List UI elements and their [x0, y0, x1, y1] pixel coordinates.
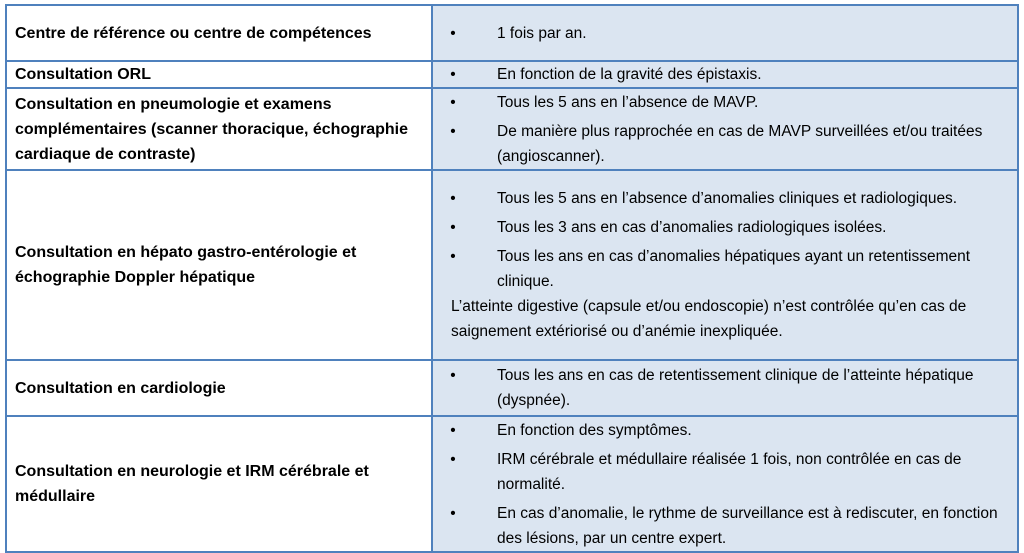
item-text: Tous les ans en cas de retentissement clinique de l’atteinte hépatique (dyspnée).: [497, 367, 974, 409]
row-content: [432, 88, 1018, 170]
item-text: De manière plus rapprochée en cas de MAVP surveillées et/ou traitées (angioscanner).: [497, 122, 983, 165]
bullet-icon: •: [450, 24, 456, 42]
bullet-icon: •: [450, 504, 456, 522]
table-row: [6, 5, 1018, 61]
list-item: [443, 186, 1007, 211]
bullet-list: [443, 62, 1007, 87]
table-row: [6, 88, 1018, 170]
row-content: [432, 360, 1018, 416]
table-row: [6, 360, 1018, 416]
row-label: Consultation en cardiologie: [6, 360, 432, 416]
list-item: [443, 418, 1007, 443]
bullet-list: [443, 186, 1007, 294]
row-content: [432, 61, 1018, 88]
bullet-list: [443, 418, 1007, 551]
item-text: Tous les ans en cas d’anomalies hépatiques ayant un retentissement clinique.: [497, 248, 971, 290]
table-row: [6, 170, 1018, 360]
row-label: Consultation en pneumologie et examens complémentaires (scanner thoracique, échographie cardiaque de contraste): [6, 88, 432, 170]
item-text: Tous les 5 ans en l’absence d’anomalies cliniques et radiologiques.: [497, 190, 958, 207]
list-item: [443, 21, 1007, 46]
item-text: En fonction de la gravité des épistaxis.: [497, 66, 762, 83]
bullet-list: [443, 363, 1007, 413]
bullet-icon: •: [450, 450, 456, 468]
bullet-icon: •: [450, 93, 456, 111]
bullet-icon: •: [450, 421, 456, 439]
bullet-icon: •: [450, 219, 456, 236]
table-row: [6, 416, 1018, 552]
item-text: IRM cérébrale et médullaire réalisée 1 fois, non contrôlée en cas de normalité.: [497, 450, 962, 493]
bullet-list: [443, 90, 1007, 169]
row-label: Consultation ORL: [6, 61, 432, 88]
row-label: Consultation en hépato gastro-entérologie et échographie Doppler hépatique: [6, 170, 432, 360]
list-item: [443, 62, 1007, 87]
row-label: Consultation en neurologie et IRM cérébrale et médullaire: [6, 416, 432, 552]
list-item: [443, 501, 1007, 551]
bullet-icon: •: [450, 190, 456, 207]
bullet-list: [443, 21, 1007, 46]
item-text: Tous les 5 ans en l’absence de MAVP.: [497, 93, 759, 111]
item-text: En cas d’anomalie, le rythme de surveillance est à rediscuter, en fonction des lésions, par un centre expert.: [497, 504, 998, 547]
list-item: [443, 215, 1007, 240]
list-item: [443, 363, 1007, 413]
bullet-icon: •: [450, 122, 456, 140]
row-content: [432, 416, 1018, 552]
note-text: L’atteinte digestive (capsule et/ou endoscopie) n’est contrôlée qu’en cas de saignement extériorisé ou d’anémie inexpliquée.: [451, 298, 967, 340]
list-item: [443, 447, 1007, 497]
item-text: Tous les 3 ans en cas d’anomalies radiologiques isolées.: [497, 219, 887, 236]
bullet-icon: •: [450, 66, 456, 83]
item-text: 1 fois par an.: [497, 24, 587, 42]
list-item: [443, 119, 1007, 169]
row-label: Centre de référence ou centre de compétences: [6, 5, 432, 61]
item-text: En fonction des symptômes.: [497, 421, 692, 439]
bullet-icon: •: [450, 248, 456, 265]
row-content: [432, 5, 1018, 61]
bullet-icon: •: [450, 367, 456, 384]
table-row: [6, 61, 1018, 88]
follow-up-table: [5, 4, 1019, 553]
row-content: [432, 170, 1018, 360]
list-item: [443, 90, 1007, 115]
list-item: [443, 244, 1007, 294]
